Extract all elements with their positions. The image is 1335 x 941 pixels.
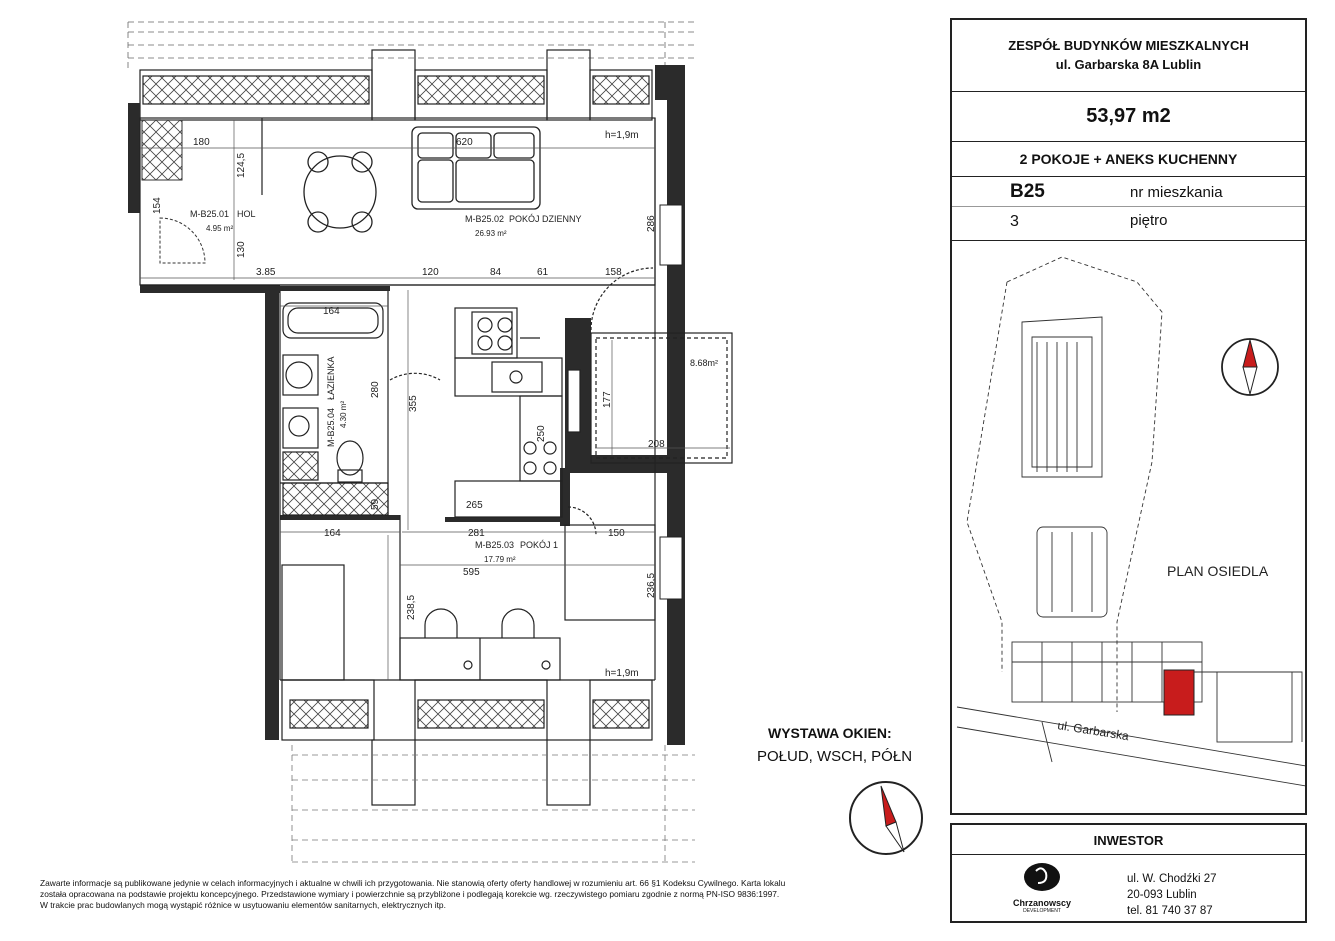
wardrobe-hatch	[142, 120, 182, 180]
dim-154: 154	[152, 197, 163, 214]
title-row	[952, 20, 1305, 92]
site-plan-label: PLAN OSIEDLA	[1167, 563, 1269, 579]
dim-130: 130	[236, 241, 247, 258]
roof-lines-top	[128, 22, 695, 70]
street-label: ul. Garbarska	[1056, 718, 1130, 744]
dim-h19-bottom: h=1,9m	[605, 668, 639, 679]
investor-title: INWESTOR	[1093, 833, 1164, 848]
living-id: M-B25.02	[465, 214, 505, 224]
project-title: ZESPÓŁ BUDYNKÓW MIESZKALNYCH	[1008, 38, 1249, 53]
project-address: ul. Garbarska 8A Lublin	[1055, 57, 1202, 72]
dim-120: 120	[422, 267, 439, 278]
dim-620: 620	[456, 137, 473, 148]
dim-385: 3.85	[256, 267, 276, 278]
hol-id: M-B25.01	[190, 209, 230, 219]
compass-icon-site	[1222, 339, 1278, 395]
dormers-bottom	[282, 680, 652, 805]
apartment-area: 53,97 m2	[1086, 105, 1171, 127]
hol-name: HOL	[237, 209, 256, 219]
balcony-area: 8.68m²	[690, 358, 719, 368]
dormers-top	[140, 50, 652, 120]
disclaimer	[40, 878, 950, 910]
floor-label: piętro	[1130, 212, 1168, 229]
layout-row	[952, 142, 1305, 177]
apartment-location-marker	[1164, 670, 1194, 715]
living-name: POKÓJ DZIENNY	[509, 214, 582, 224]
dim-h19-top: h=1,9m	[605, 130, 639, 141]
dim-164-top: 164	[323, 306, 340, 317]
compass-icon	[848, 778, 924, 858]
dim-236: 236,5	[646, 572, 657, 598]
room1-name: POKÓJ 1	[520, 540, 559, 550]
dim-158: 158	[605, 267, 622, 278]
apartment-no-row	[952, 177, 1305, 207]
dim-250: 250	[536, 425, 547, 442]
window-exposure-directions: POŁUD, WSCH, PÓŁN	[757, 748, 913, 765]
logo-icon	[1022, 861, 1062, 893]
dim-59: 59	[370, 498, 381, 510]
investor-phone: tel. 81 740 37 87	[1127, 905, 1213, 917]
investor-box	[950, 823, 1307, 923]
bath-area: 4.30 m²	[339, 400, 348, 428]
room1-window-right	[660, 537, 682, 599]
dim-355: 355	[408, 395, 419, 412]
window-exposure-title: WYSTAWA OKIEN:	[768, 725, 892, 741]
room1-id: M-B25.03	[475, 540, 515, 550]
hol-door	[160, 218, 205, 263]
dim-281: 281	[468, 528, 485, 539]
dim-124: 124,5	[236, 152, 247, 178]
dim-180: 180	[193, 137, 210, 148]
dim-595: 595	[463, 567, 480, 578]
living-area: 26.93 m²	[475, 229, 507, 238]
dimension-lines	[140, 120, 730, 680]
investor-address-line1: ul. W. Chodźki 27	[1127, 873, 1217, 885]
disclaimer-line2: została opracowana na podstawie projektu koncepcyjnego. Przedstawione wymiary i powierzchnie są przybliżone i podlegają korekcie wg. rzeczywistego pomiaru zgodnie z normą PN-ISO 9836:1997.	[40, 888, 780, 899]
dim-164-bottom: 164	[324, 528, 341, 539]
logo-text: Chrzanowscy	[1012, 898, 1072, 908]
kitchen	[455, 308, 562, 517]
dim-84: 84	[490, 267, 502, 278]
logo-subtext: DEVELOPMENT	[1023, 908, 1061, 914]
dim-286: 286	[646, 215, 657, 232]
floor-number: 3	[1010, 213, 1019, 230]
info-panel	[950, 18, 1307, 815]
dim-238: 238,5	[406, 594, 417, 620]
area-row	[952, 92, 1305, 142]
room1-area: 17.79 m²	[484, 555, 516, 564]
dim-280: 280	[370, 381, 381, 398]
apartment-number: B25	[1010, 181, 1045, 202]
dim-208: 208	[648, 439, 665, 450]
dim-177: 177	[602, 391, 613, 408]
site-plan	[952, 242, 1305, 813]
floor-row	[952, 207, 1305, 241]
roof-lines-bottom	[292, 745, 695, 865]
hol-area: 4.95 m²	[206, 224, 234, 233]
apartment-layout: 2 POKOJE + ANEKS KUCHENNY	[1019, 151, 1238, 167]
apartment-number-label: nr mieszkania	[1130, 184, 1223, 201]
investor-logo	[992, 861, 1092, 917]
investor-title-row	[952, 825, 1305, 855]
sofa	[412, 127, 540, 209]
dining-table	[304, 152, 376, 232]
investor-address	[1127, 871, 1216, 919]
living-window-right	[660, 205, 682, 265]
dim-265: 265	[466, 500, 483, 511]
investor-address-line2: 20-093 Lublin	[1127, 889, 1197, 901]
disclaimer-line3: W trakcie prac budowlanych mogą wystąpić różnice w usytuowaniu elementów sanitarnych, elektrycznych itp.	[40, 899, 446, 910]
dim-61: 61	[537, 267, 549, 278]
disclaimer-line1: Zawarte informacje są publikowane jedynie w celach informacyjnych i aktualne w chwili ich przygotowania. Nie stanowią oferty oferty handlowej w rozumieniu art. 66 §1 Kodeksu Cywilnego. Karta lokalu	[40, 878, 786, 888]
bath-name: ŁAZIENKA	[326, 356, 336, 400]
bath-id: M-B25.04	[326, 407, 336, 447]
dim-150: 150	[608, 528, 625, 539]
